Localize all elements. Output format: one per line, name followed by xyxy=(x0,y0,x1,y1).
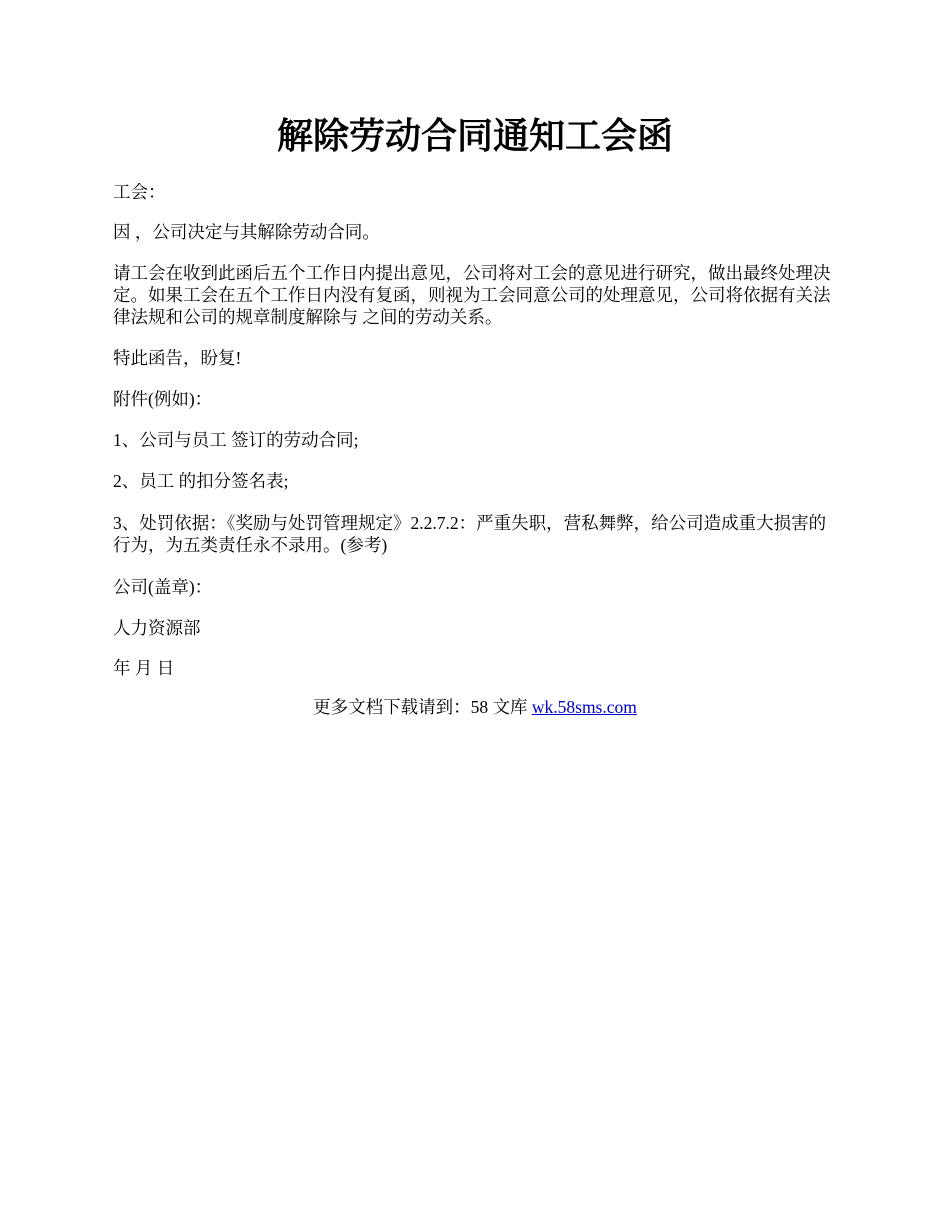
footer xyxy=(0,696,950,718)
footer-link[interactable]: wk.58sms.com xyxy=(531,697,637,717)
salutation: 工会： xyxy=(113,182,166,202)
attachment-item-1: 1、公司与员工 签订的劳动合同; xyxy=(113,430,359,450)
paragraph-decision: 因 ，公司决定与其解除劳动合同。 xyxy=(113,222,380,242)
attachment-item-3: 3、处罚依据：《奖励与处罚管理规定》2.2.7.2：严重失职，营私舞弊，给公司造成重大损害的行为，为五类责任永不录用。(参考) xyxy=(113,513,827,555)
company-seal-line: 公司(盖章)： xyxy=(113,577,213,597)
footer-text: 更多文档下载请到：58 文库 xyxy=(313,697,532,717)
department-line: 人力资源部 xyxy=(113,618,201,638)
attachments-label: 附件(例如)： xyxy=(113,389,213,409)
attachment-item-2: 2、员工 的扣分签名表; xyxy=(113,471,289,491)
date-line: 年 月 日 xyxy=(113,658,175,678)
paragraph-closing: 特此函告，盼复! xyxy=(113,348,242,368)
document-title: 解除劳动合同通知工会函 xyxy=(276,116,673,156)
paragraph-request: 请工会在收到此函后五个工作日内提出意见，公司将对工会的意见进行研究，做出最终处理决定。如果工会在五个工作日内没有复函，则视为工会同意公司的处理意见，公司将依据有关法律法规和公司的规章制度解除与 之间的劳动关系。 xyxy=(113,263,831,327)
